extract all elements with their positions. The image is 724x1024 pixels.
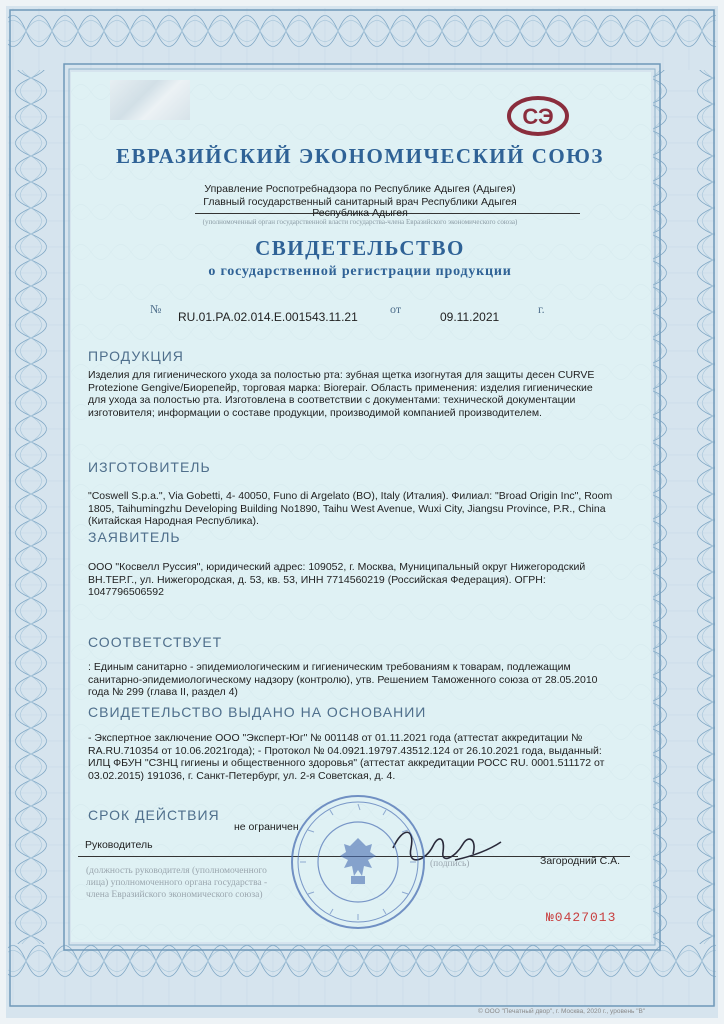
basis-line: RA.RU.710354 от 10.06.2021года); - Протокол № 04.0921.19797.43512.124 от 26.10.2021 года, выданный: (88, 744, 602, 757)
applicant-line: 1047796506592 (88, 586, 164, 598)
product-line: для ухода за полостью рта. Изготовлена в соответствии с документами: технической документации (88, 394, 576, 406)
manufacturer-line: (Китайская Народная Республика). (88, 515, 259, 527)
basis-line: - Экспертное заключение ООО "Эксперт-Юг" № 001148 от 01.11.2021 года (аттестат аккредитации № (88, 732, 583, 744)
logo-letters: СЭ (522, 104, 554, 129)
compliance-line: : Единым санитарно - эпидемиологическим и гигиеническим требованиям к товарам, подлежащим (88, 661, 571, 673)
manufacturer-text (88, 490, 634, 528)
printer-imprint: © ООО "Печатный двор", г. Москва, 2020 г., уровень "В" (478, 1008, 646, 1015)
role-caption-line: (должность руководителя (уполномоченного (86, 866, 267, 876)
product-line: Protezione Gengive/Биорепейр, торговая марка: Biorepair. Область применения: изделия гигиенические (88, 381, 593, 394)
compliance-line: года № 299 (главa II, раздел 4) (88, 686, 238, 698)
from-label: от (390, 302, 402, 316)
validity-value: не ограничен (234, 821, 299, 833)
hologram-sticker (110, 80, 190, 120)
registration-date: 09.11.2021 (440, 310, 500, 324)
number-label: № (150, 302, 162, 316)
authority-line-1: Управление Роспотребнадзора по Республике Адыгея (Адыгея) (204, 183, 516, 195)
product-line: Изделия для гигиенического ухода за полостью рта: зубная щетка изогнутая для защиты десен CURVE (88, 369, 595, 381)
role-caption (86, 865, 267, 901)
basis-heading: СВИДЕТЕЛЬСТВО ВЫДАНО НА ОСНОВАНИИ (88, 704, 427, 720)
applicant-text (88, 561, 634, 599)
applicant-line: ООО "Косвелл Руссия", юридический адрес: 109052, г. Москва, Муниципальный округ Нижегородский (88, 561, 586, 573)
certificate-subtitle: о государственной регистрации продукции (208, 264, 512, 279)
official-stamp (288, 792, 428, 932)
role-caption-line: лица) уполномоченного органа государства - (86, 878, 268, 888)
authority-line-3: Республика Адыгея (312, 207, 408, 219)
product-text (88, 369, 634, 419)
authority-caption: (уполномоченный орган государственной власти государства-члена Евразийского экономического союза) (202, 218, 518, 226)
compliance-line: санитарно-эпидемиологическому надзору (контролю), утв. Решением Таможенного союза от 28.05.2010 (88, 673, 598, 686)
signature-caption: (подпись) (430, 859, 470, 869)
authority-line-2: Главный государственный санитарный врач Республики Адыгея (203, 196, 517, 208)
year-label: г. (538, 302, 545, 316)
compliance-heading: СООТВЕТСТВУЕТ (88, 634, 223, 650)
manufacturer-line: "Coswell S.p.a.", Via Gobetti, 4- 40050, Funo di Argelato (BO), Italy (Италия). Филиал: "Broad Origin Inc", Room (88, 490, 613, 502)
applicant-heading: ЗАЯВИТЕЛЬ (88, 529, 181, 545)
signer-name: Загородний С.А. (540, 855, 621, 867)
manufacturer-line: 1805, Taihumingzhu Developing Building No1890, Taihu West Avenue, Wuxi City, Jiangsu Province, P.R., China (88, 502, 606, 515)
union-title: ЕВРАЗИЙСКИЙ ЭКОНОМИЧЕСКИЙ СОЮЗ (116, 144, 604, 168)
manufacturer-heading: ИЗГОТОВИТЕЛЬ (88, 459, 211, 475)
basis-text (88, 732, 634, 782)
serial-number: №0427013 (546, 910, 617, 925)
compliance-text (88, 661, 634, 699)
product-line: изготовителя; информации о составе продукции, производимой компанией производителем. (88, 406, 542, 419)
registration-number: RU.01.РА.02.014.Е.001543.11.21 (178, 310, 358, 324)
role-caption-line: члена Евразийского экономического союза) (86, 890, 263, 900)
sanitary-service-logo-icon (506, 95, 570, 137)
applicant-line: ВН.ТЕР.Г., ул. Нижегородская, д. 53, кв. 53, ИНН 7714560219 (Российская Федерация). ОГРН: (88, 573, 546, 586)
certificate-title: СВИДЕТЕЛЬСТВО (255, 236, 465, 260)
role-label: Руководитель (85, 839, 153, 851)
validity-heading: СРОК ДЕЙСТВИЯ (88, 807, 220, 823)
basis-line: 03.02.2015) 191036, г. Санкт-Петербург, ул. 2-я Советская, д. 4. (88, 769, 396, 782)
product-heading: ПРОДУКЦИЯ (88, 348, 184, 364)
basis-line: ИЛЦ ФБУН "СЗНЦ гигиены и общественного здоровья" (аттестат аккредитации РОСС RU. 0001.511172 от (88, 757, 605, 769)
